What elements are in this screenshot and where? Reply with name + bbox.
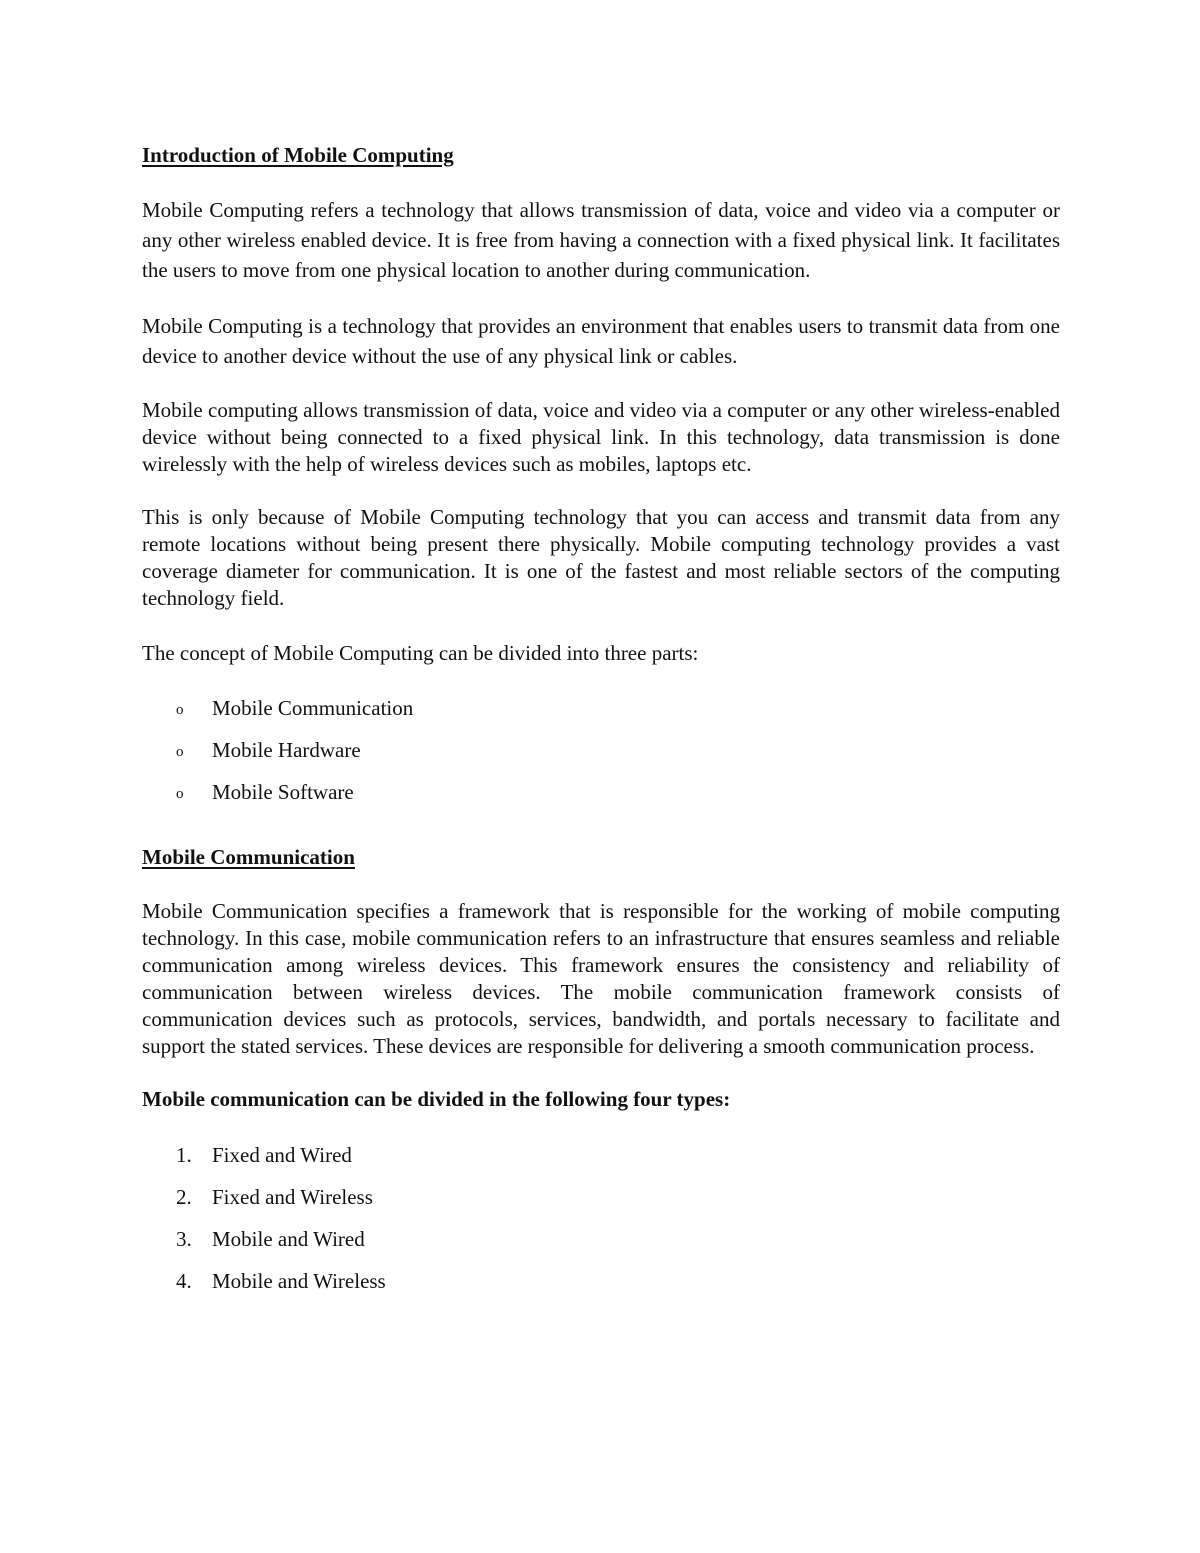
list-number: 4.	[176, 1268, 192, 1293]
list-item-label: Mobile Hardware	[212, 738, 361, 763]
intro-paragraph-4: This is only because of Mobile Computing technology that you can access and transmit data from any remote locations without being present there physically. Mobile computing technology provides a vast coverage diameter for communication. It is one of the fastest and most reliable sectors of the computing technology field.	[142, 505, 1060, 611]
intro-paragraph-5: The concept of Mobile Computing can be divided into three parts:	[142, 641, 699, 666]
intro-paragraph-2: Mobile Computing is a technology that provides an environment that enables users to transmit data from one device to another device without the use of any physical link or cables.	[142, 314, 1060, 369]
parts-list	[142, 694, 1060, 820]
list-item	[142, 1141, 1060, 1183]
list-item	[142, 1225, 1060, 1267]
mobile-communication-paragraph: Mobile Communication specifies a framework that is responsible for the working of mobile computing technology. In this case, mobile communication refers to an infrastructure that ensures seamless and reliable communication among wireless devices. This framework ensures the consistency and reliability of communication between wireless devices. The mobile communication framework consists of communication devices such as protocols, services, bandwidth, and portals necessary to facilitate and support the stated services. These devices are responsible for delivering a smooth communication process.	[142, 898, 1060, 1058]
list-item-label: Mobile Communication	[212, 696, 414, 721]
intro-paragraph-3: Mobile computing allows transmission of data, voice and video via a computer or any other wireless-enabled device without being connected to a fixed physical link. In this technology, data transmission is done wirelessly with the help of wireless devices such as mobiles, laptops etc.	[142, 398, 1060, 477]
list-item	[142, 736, 1060, 778]
list-number: 2.	[176, 1184, 192, 1209]
list-item	[142, 1267, 1060, 1309]
list-item-label: Fixed and Wireless	[212, 1184, 373, 1209]
bullet-marker: o	[176, 744, 184, 761]
list-item-label: Fixed and Wired	[212, 1142, 352, 1167]
list-item-label: Mobile and Wired	[212, 1226, 365, 1251]
list-item	[142, 1183, 1060, 1225]
intro-paragraph-1: Mobile Computing refers a technology that allows transmission of data, voice and video via a computer or any other wireless enabled device. It is free from having a connection with a fixed physical link. It facilitates the users to move from one physical location to another during communication.	[142, 198, 1060, 283]
mobile-communication-heading: Mobile Communication	[142, 845, 355, 870]
intro-heading: Introduction of Mobile Computing	[142, 143, 454, 167]
types-list	[142, 1141, 1060, 1309]
types-heading: Mobile communication can be divided in the following four types:	[142, 1086, 731, 1111]
document-page	[142, 142, 1060, 1333]
list-number: 1.	[176, 1142, 192, 1167]
list-number: 3.	[176, 1226, 192, 1251]
bullet-marker: o	[176, 702, 184, 719]
list-item	[142, 694, 1060, 736]
list-item-label: Mobile Software	[212, 780, 354, 805]
bullet-marker: o	[176, 786, 184, 803]
list-item-label: Mobile and Wireless	[212, 1268, 386, 1293]
list-item	[142, 778, 1060, 820]
